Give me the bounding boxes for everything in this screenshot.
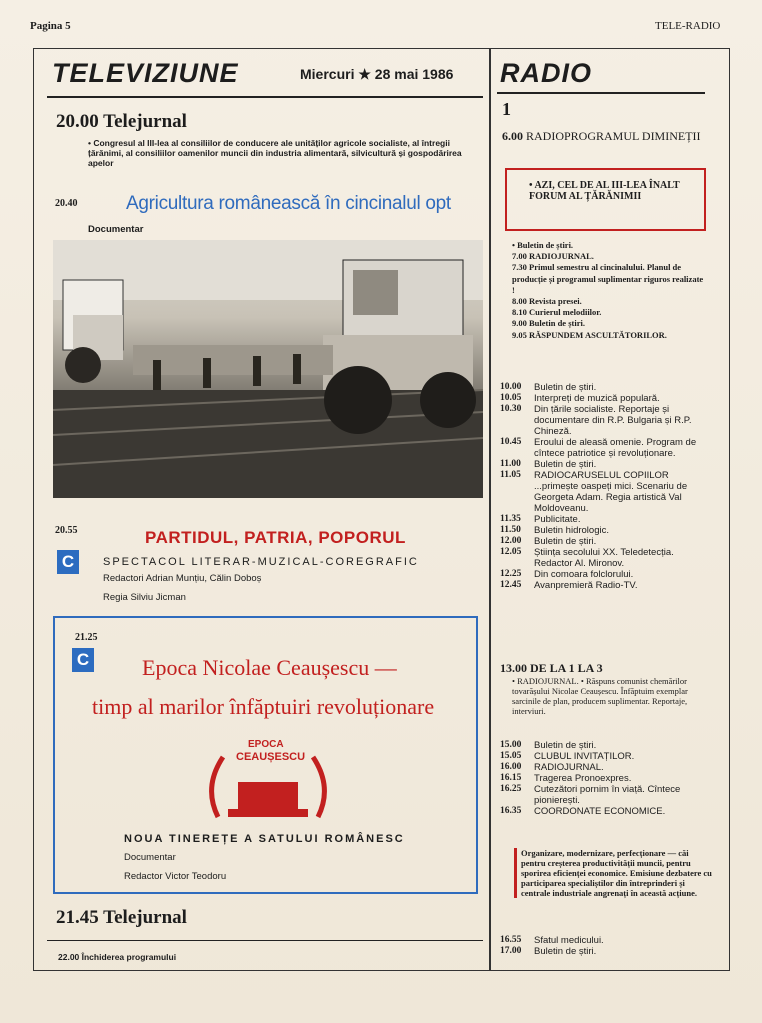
program-time: 20.40 [55, 198, 78, 209]
radio-highlight-box: • AZI, CEL DE AL III-LEA ÎNALT FORUM AL ȚĂRĂNIMII [505, 168, 706, 231]
program-time: 16.55 [500, 935, 522, 945]
radio-program-row [500, 459, 708, 470]
program-time: 15.00 [500, 740, 522, 750]
program-time: 16.25 [500, 784, 522, 794]
program-title: Buletin de știri. [534, 740, 597, 751]
radio-program-row [500, 547, 708, 569]
program-type: Documentar [124, 852, 176, 863]
program-credits: Regia Silviu Jicman [103, 592, 186, 603]
color-c-icon: C [57, 550, 79, 574]
radio-program-row [500, 762, 708, 773]
radio-early-list [512, 240, 707, 341]
radio-program-row [500, 751, 708, 762]
radio-program-row [500, 514, 708, 525]
program-title: Buletin de știri. [534, 946, 597, 957]
program-title: RADIOCARUSELUL COPIILOR ...primește oaspeți mici. Scenariu de Georgeta Adam. Regia artistică Val Moldoveanu. [534, 470, 688, 514]
column-divider [489, 48, 491, 971]
program-title: Buletin de știri. [534, 536, 597, 547]
program-time: 15.05 [500, 751, 522, 761]
program-title: COORDONATE ECONOMICE. [534, 806, 666, 817]
program-telejurnal: 20.00 Telejurnal [56, 111, 187, 132]
page-number: Pagina 5 [30, 20, 71, 32]
program-time: 20.55 [55, 525, 78, 536]
program-telejurnal-desc: • Congresul al III-lea al consiliilor de conducere ale unităților agricole socialiste, al întregii țărănimi, al consiliilor oamenilor muncii din industria alimentară, silvicultură și gospodărirea apelor [88, 138, 462, 168]
radio-early-item: 7.30 Primul semestru al cincinalului. Planul de producție și programul suplimentar riguros realizate ! [512, 262, 704, 295]
program-time: 12.05 [500, 547, 522, 557]
radio-program-row [500, 806, 708, 817]
tv-bottom-rule [47, 940, 483, 941]
radio-program-row [500, 525, 708, 536]
radio-heading: RADIO [500, 58, 592, 88]
radio-program-row [500, 580, 708, 591]
program-title: RADIOJURNAL. [534, 762, 604, 773]
program-epoca-sub: NOUA TINEREȚE A SATULUI ROMÂNESC [124, 833, 405, 845]
radio-program-row [500, 382, 708, 393]
program-title: Buletin de știri. [534, 459, 597, 470]
program-epoca-title-1: Epoca Nicolae Ceaușescu — [142, 655, 397, 680]
program-credits: Redactori Adrian Munțiu, Călin Doboș [103, 573, 262, 584]
program-title: Știința secolului XX. Teledetecția. Redactor Al. Mironov. [534, 547, 674, 569]
program-title: CLUBUL INVITAȚILOR. [534, 751, 635, 762]
radio-program-row [500, 784, 708, 806]
program-title: Din țările socialiste. Reportaje și documentare din R.P. Bulgaria și R.P. Chineză. [534, 404, 692, 437]
program-closing: 22.00 Închiderea programului [58, 952, 177, 962]
radio-channel: 1 [502, 99, 511, 119]
section-label: TELE-RADIO [655, 20, 721, 32]
radio-early-item: • Buletin de știri. [512, 240, 574, 250]
radio-program-row [500, 773, 708, 784]
program-time: 11.05 [500, 470, 521, 480]
program-type: Documentar [88, 224, 144, 235]
program-title: Din comoara folclorului. [534, 569, 634, 580]
radio-list [500, 382, 708, 591]
program-time: 17.00 [500, 946, 522, 956]
program-time: 11.50 [500, 525, 521, 535]
tv-heading-rule [47, 96, 483, 98]
radio-program-row [500, 470, 708, 514]
radio-program-row [500, 935, 708, 946]
program-time: 16.00 [500, 762, 522, 772]
program-time: 11.00 [500, 459, 521, 469]
radio-early-item: 8.10 Curierul melodiilor. [512, 307, 602, 318]
program-title: Buletin hidrologic. [534, 525, 609, 536]
radio-morning: 6.00 RADIOPROGRAMUL DIMINEȚII [502, 129, 701, 143]
program-agricultura-title: Agricultura românească în cincinalul opt [126, 193, 451, 214]
emblem-text-2: CEAUȘESCU [236, 751, 306, 763]
tv-heading: TELEVIZIUNE [52, 58, 239, 88]
program-time: 10.00 [500, 382, 522, 392]
radio-program-row [500, 740, 708, 751]
program-title: Cutezători pornim în viață. Cîntece pionierești. [534, 784, 681, 806]
radio-early-item: 8.00 Revista presei. [512, 296, 582, 307]
radio-early-item: 7.00 RADIOJURNAL. [512, 251, 594, 262]
program-time: 10.45 [500, 437, 522, 447]
radio-program-row [500, 404, 708, 437]
program-title: Sfatul medicului. [534, 935, 604, 946]
radio-program-row [500, 536, 708, 547]
program-time: 10.05 [500, 393, 522, 403]
tv-date: Miercuri ★ 28 mai 1986 [300, 66, 454, 82]
coordonate-desc: Organizare, modernizare, perfecționare — căi pentru creșterea productivității muncii, pentru sporirea eficienței economice. Emisiune dezbatere cu participarea specialiștilor din întreprinderi și centrale industriale angrenați în această acțiune. [514, 848, 714, 898]
radio-list-3 [500, 935, 708, 957]
program-time: 12.45 [500, 580, 522, 590]
program-time: 12.00 [500, 536, 522, 546]
program-time: 10.30 [500, 404, 522, 414]
program-time: 11.35 [500, 514, 521, 524]
radio-program-row [500, 569, 708, 580]
tractor-photo [53, 240, 483, 498]
radio-list-2 [500, 740, 708, 817]
color-c-icon: C [72, 648, 94, 672]
radio-heading-rule [497, 92, 705, 94]
radio-program-row [500, 437, 708, 459]
program-partidul-title: PARTIDUL, PATRIA, POPORUL [145, 528, 406, 547]
radio-program-row [500, 393, 708, 404]
program-title: Publicitate. [534, 514, 581, 525]
program-credits: Redactor Victor Teodoru [124, 871, 227, 882]
program-title: Interpreți de muzică populară. [534, 393, 660, 404]
program-partidul-sub: SPECTACOL LITERAR-MUZICAL-COREGRAFIC [103, 556, 419, 568]
program-telejurnal-2: 21.45 Telejurnal [56, 907, 187, 928]
program-time: 16.35 [500, 806, 522, 816]
radio-program-row [500, 946, 708, 957]
radio-early-item: 9.00 Buletin de știri. [512, 318, 585, 329]
program-time: 12.25 [500, 569, 522, 579]
program-title: Avanpremieră Radio-TV. [534, 580, 638, 591]
program-time: 16.15 [500, 773, 522, 783]
emblem-text-1: EPOCA [248, 739, 284, 750]
radio-block-13-desc: • RADIOJURNAL. • Răspuns comunist chemărilor tovarășului Nicolae Ceaușescu. Înfăptuim exemplar sarcinile de plan, producem suplimentar. Reportaje, interviuri. [512, 676, 688, 716]
radio-early-item: 9.05 RĂSPUNDEM ASCULTĂTORILOR. [512, 329, 667, 340]
program-time: 21.25 [75, 632, 98, 643]
program-title: Tragerea Pronoexpres. [534, 773, 632, 784]
program-title: Buletin de știri. [534, 382, 597, 393]
program-title: Eroului de aleasă omenie. Program de cîntece patriotice și revoluționare. [534, 437, 697, 459]
radio-block-13: 13.00 DE LA 1 LA 3 [500, 661, 603, 675]
program-epoca-title-2: timp al marilor înfăptuiri revoluționare [92, 694, 435, 719]
